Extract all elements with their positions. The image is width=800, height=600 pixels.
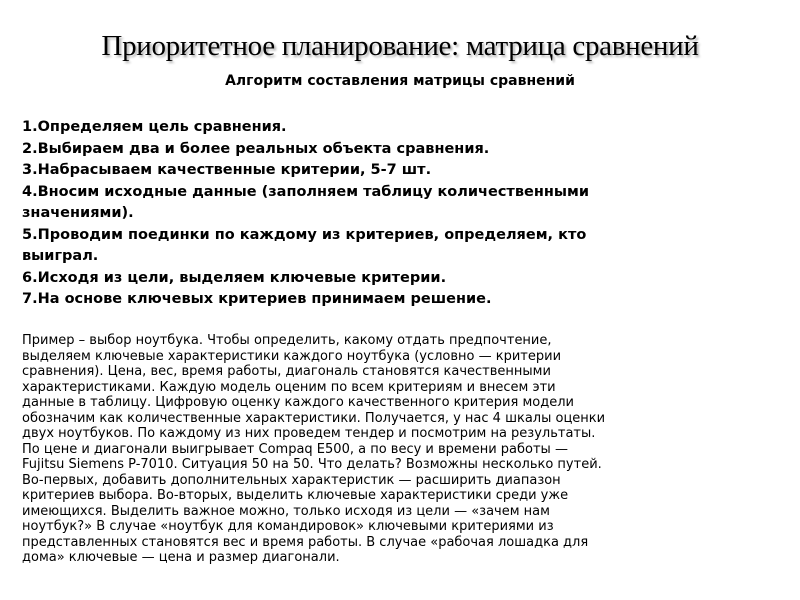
step-item [22,225,722,268]
step-line: значениями). [22,205,134,221]
step-item: 2.Выбираем два и более реальных объекта сравнения. [22,140,490,157]
example-line: критериев выбора. Во-вторых, выделить ключевые характеристики среди уже [22,488,569,503]
example-line: дома» ключевые — цена и размер диагонали. [22,550,340,565]
example-line: Fujitsu Siemens P-7010. Ситуация 50 на 50. Что делать? Возможны несколько путей. [22,457,602,472]
example-line: Во-первых, добавить дополнительных характеристик — расширить диапазон [22,472,561,488]
step-item: 1.Определяем цель сравнения. [22,119,287,135]
step-line: выиграл. [22,248,99,264]
example-paragraph [22,333,792,566]
example-line: характеристиками. Каждую модель оценим по всем критериям и внесем эти [22,379,556,395]
example-line: По цене и диагонали выигрывает Compaq E500, а по весу и времени работы — [22,441,568,457]
example-line: двух ноутбуков. По каждому из них проведем тендер и посмотрим на результаты. [22,426,596,441]
example-line: представленных становятся вес и время работы. В случае «рабочая лошадка для [22,534,589,550]
step-item: 3.Набрасываем качественные критерии, 5-7 шт. [22,162,432,178]
example-line: имеющихся. Выделить важное можно, только исходя из цели — «зачем нам [22,503,550,519]
step-item: 6.Исходя из цели, выделяем ключевые критерии. [22,269,447,286]
example-line: сравнения). Цена, вес, время работы, диагональ становятся качественными [22,364,551,379]
example-line: обозначим как количественные характеристики. Получается, у нас 4 шкалы оценки [22,410,606,426]
step-line: 5.Проводим поединки по каждому из критериев, определяем, кто [22,226,587,243]
step-line: 4.Вносим исходные данные (заполняем таблицу количественными [22,183,589,200]
step-item: 7.На основе ключевых критериев принимаем решение. [22,291,492,307]
example-line: ноутбук?» В случае «ноутбук для командировок» ключевыми критериями из [22,519,554,534]
step-item [22,182,722,225]
example-line: Пример – выбор ноутбука. Чтобы определить, какому отдать предпочтение, [22,333,552,348]
algorithm-steps-list [22,117,722,311]
example-line: выделяем ключевые характеристики каждого ноутбука (условно — критерии [22,348,562,364]
example-line: данные в таблицу. Цифровую оценку каждого качественного критерия модели [22,395,574,410]
slide-subtitle: Алгоритм составления матрицы сравнений [225,73,575,89]
slide-title: Приоритетное планирование: матрица сравнений [101,30,699,62]
